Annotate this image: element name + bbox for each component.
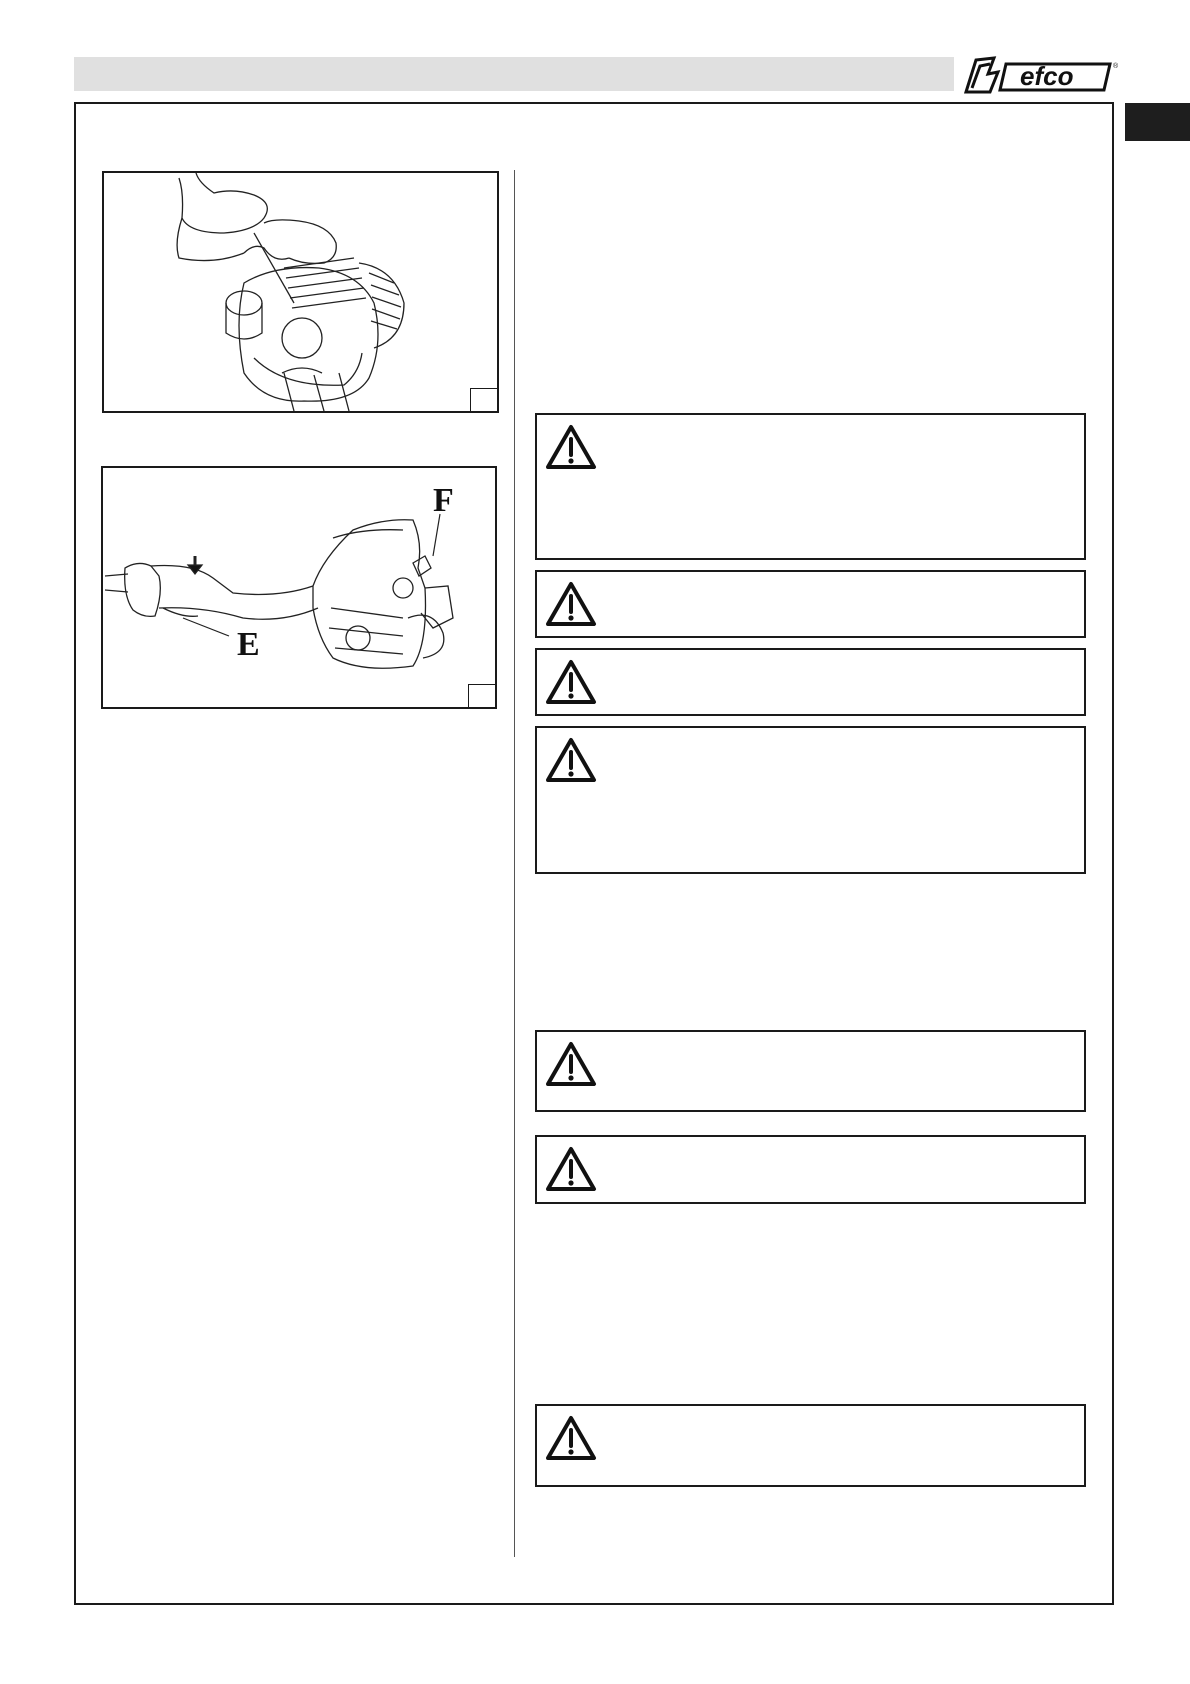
column-divider (514, 170, 515, 1557)
warning-triangle-icon (545, 1146, 597, 1192)
figure-1 (102, 171, 499, 413)
warning-triangle-icon (545, 659, 597, 705)
header-bar (74, 57, 954, 91)
warning-triangle-icon (545, 424, 597, 470)
efco-logo (962, 52, 1122, 96)
warning-triangle-icon (545, 581, 597, 627)
figure-1-number (470, 388, 497, 411)
warning-triangle-icon (545, 1415, 597, 1461)
brand-name: efco (1020, 61, 1074, 91)
figure-2-label-f: F (433, 482, 454, 519)
language-tab (1125, 103, 1190, 141)
registered-mark: ® (1113, 63, 1119, 70)
warning-box (535, 413, 1086, 560)
leaf-icon (966, 58, 998, 92)
warning-box (535, 570, 1086, 638)
warning-box (535, 1030, 1086, 1112)
warning-box (535, 726, 1086, 874)
warning-triangle-icon (545, 1041, 597, 1087)
figure-2-number (468, 684, 495, 707)
warning-box (535, 1135, 1086, 1204)
figure-2 (101, 466, 497, 709)
warning-box (535, 648, 1086, 716)
engine-start-illustration (104, 173, 499, 413)
warning-triangle-icon (545, 737, 597, 783)
figure-2-label-e: E (237, 626, 260, 663)
warning-box (535, 1404, 1086, 1487)
